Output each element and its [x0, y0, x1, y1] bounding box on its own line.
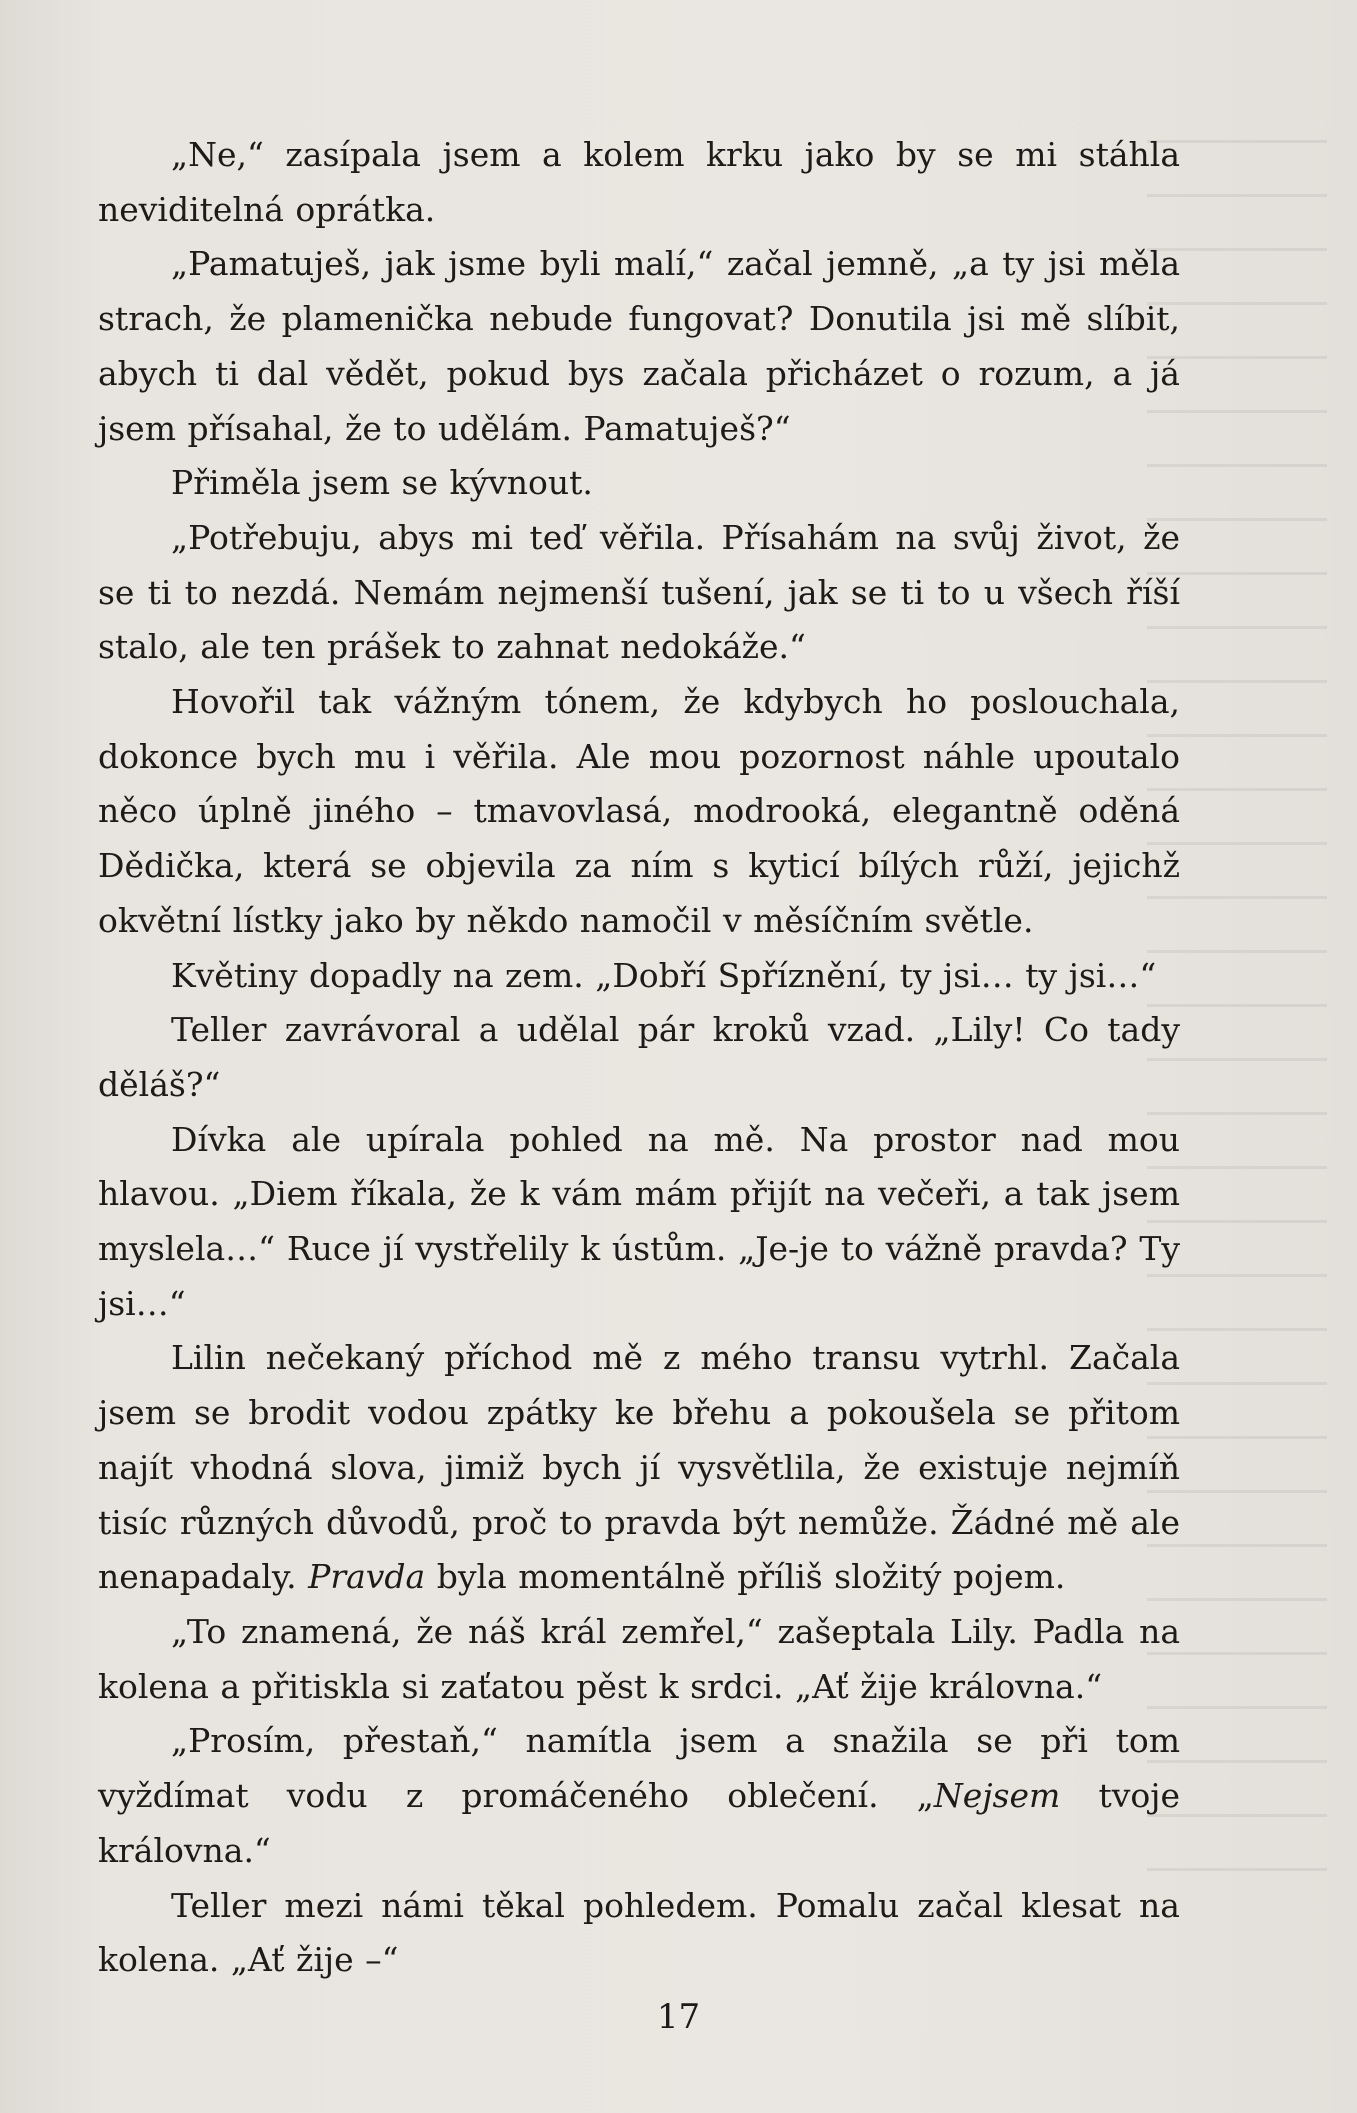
- text-run: Dívka ale upírala pohled na mě. Na prostor nad mou hlavou. „Diem říkala, že k vám mám přijít na večeři, a tak jsem myslela…“ Ruce jí vystřelily k ústům. „Je-je to vážně pravda? Ty jsi…“: [98, 1119, 1180, 1323]
- paragraph: [98, 128, 1180, 237]
- text-run: Teller zavrávoral a udělal pár kroků vzad. „Lily! Co tady děláš?“: [98, 1010, 1180, 1104]
- paragraph: [98, 1003, 1180, 1112]
- text-run: Hovořil tak vážným tónem, že kdybych ho poslouchala, dokonce bych mu i věřila. Ale mou pozornost náhle upoutalo něco úplně jiného – tmavovlasá, modrooká, elegantně oděná Dědička, která se objevila za ním s kyticí bílých růží, jejichž okvětní lístky jako by někdo namočil v měsíčním světle.: [98, 682, 1180, 940]
- paragraph: [98, 1331, 1180, 1605]
- paragraph: [98, 237, 1180, 456]
- paragraph: [98, 1714, 1180, 1878]
- text-run: byla momentálně příliš složitý pojem.: [425, 1557, 1066, 1597]
- paragraph: [98, 1113, 1180, 1332]
- text-run: Květiny dopadly na zem. „Dobří Spříznění, ty jsi… ty jsi…“: [171, 955, 1157, 995]
- page-number: 17: [656, 1997, 701, 2037]
- text-run: „Ne,“ zasípala jsem a kolem krku jako by se mi stáhla neviditelná oprátka.: [98, 135, 1180, 229]
- paragraph: [98, 675, 1180, 949]
- text-run: „Prosím, přestaň,“ namítla jsem a snažila se při tom vyždímat vodu z promáčeného oblečení. „: [98, 1721, 1180, 1816]
- body-text: [98, 128, 1180, 1988]
- text-run: „To znamená, že náš král zemřel,“ zašeptala Lily. Padla na kolena a přitiskla si zaťatou pěst k srdci. „Ať žije královna.“: [98, 1611, 1180, 1706]
- italic-text: Nejsem: [933, 1776, 1061, 1816]
- paragraph: [98, 1879, 1180, 1988]
- text-run: tvoje královna.“: [98, 1776, 1180, 1870]
- paragraph: [98, 456, 1180, 511]
- paragraph: [98, 949, 1180, 1004]
- text-run: „Pamatuješ, jak jsme byli malí,“ začal jemně, „a ty jsi měla strach, že plamenička nebude fungovat? Donutila jsi mě slíbit, abych ti dal vědět, pokud bys začala přicházet o rozum, a já jsem přísahal, že to udělám. Pamatuješ?“: [98, 244, 1180, 448]
- italic-text: Pravda: [308, 1557, 426, 1597]
- paragraph: [98, 1605, 1180, 1714]
- paragraph: [98, 511, 1180, 675]
- text-run: Přiměla jsem se kývnout.: [171, 463, 593, 503]
- text-run: Lilin nečekaný příchod mě z mého transu vytrhl. Začala jsem se brodit vodou zpátky ke břehu a pokoušela se přitom najít vhodná slova, jimiž bych jí vysvětlila, že existuje nejmíň tisíc různých důvodů, proč to pravda být nemůže. Žádné mě ale nenapadaly.: [98, 1338, 1180, 1597]
- text-run: Teller mezi námi těkal pohledem. Pomalu začal klesat na kolena. „Ať žije –“: [98, 1885, 1180, 1980]
- text-run: „Potřebuju, abys mi teď věřila. Přísahám na svůj život, že se ti to nezdá. Nemám nejmenší tušení, jak se ti to u všech říší stalo, ale ten prášek to zahnat nedokáže.“: [98, 517, 1180, 667]
